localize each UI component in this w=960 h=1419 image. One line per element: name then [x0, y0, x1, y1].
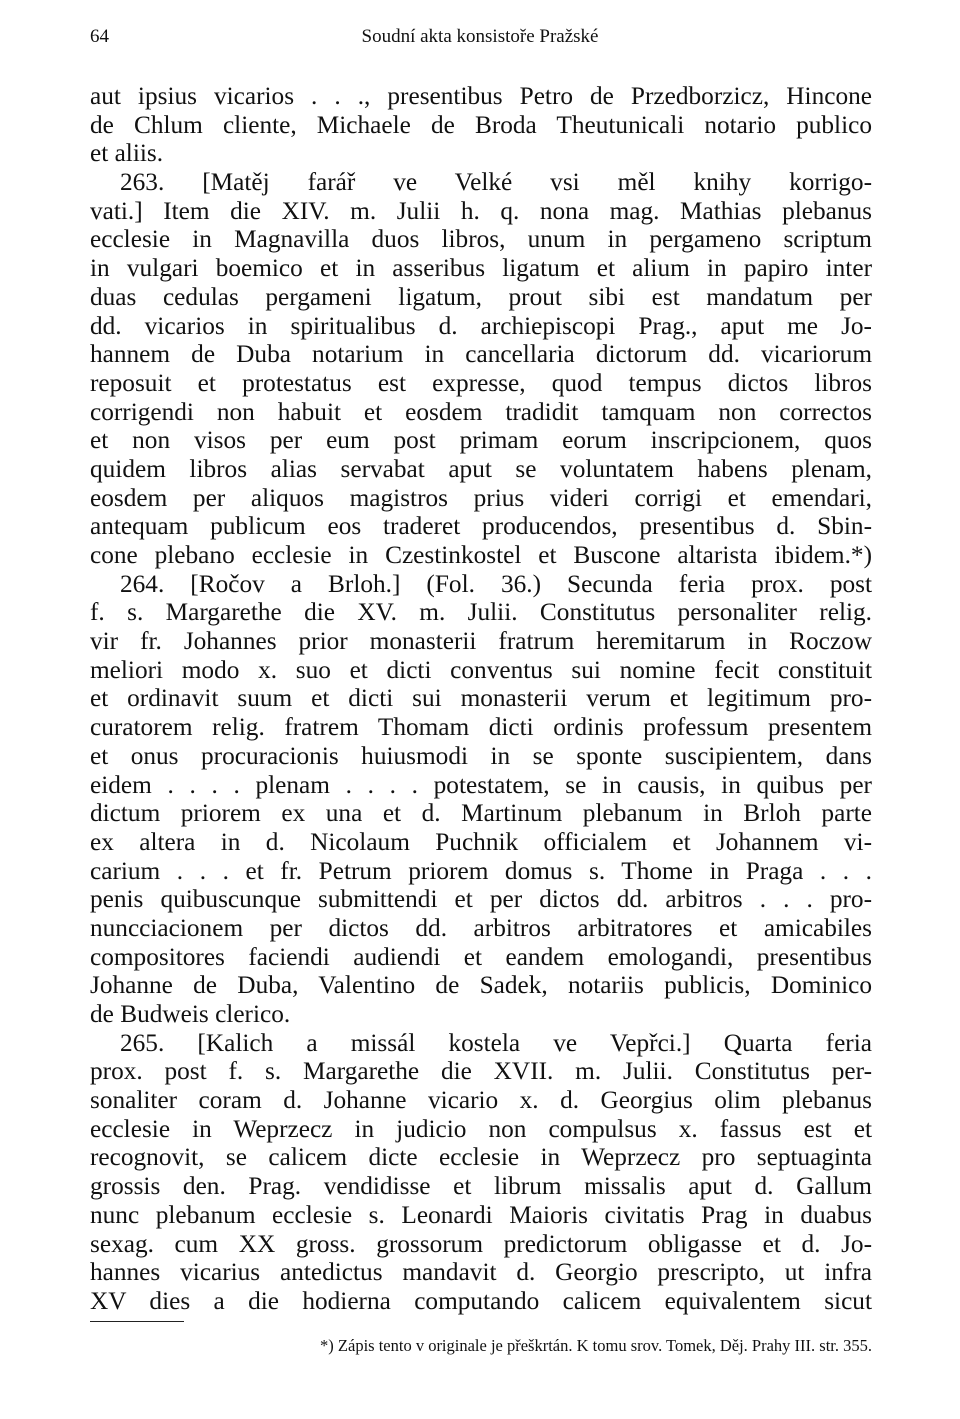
text-line: dd. vicarios in spiritualibus d. archiepiscopi Prag., aput me Jo-: [90, 311, 872, 340]
text-line: curatorem relig. fratrem Thomam dicti ordinis professum presentem: [90, 713, 872, 742]
text-line: vir fr. Johannes prior monasterii fratrum heremitarum in Roczow: [90, 627, 872, 656]
text-line: sexag. cum XX gross. grossorum predictorum obligasse et d. Jo-: [90, 1229, 872, 1258]
text-line: ex altera in d. Nicolaum Puchnik officialem et Johannem vi-: [90, 827, 872, 856]
body-text: [90, 82, 872, 1316]
text-line: 265. [Kalich a missál kostela ve Vepřci.] Quarta feria: [120, 1028, 872, 1057]
text-line: hannem de Duba notarium in cancellaria dictorum dd. vicariorum: [90, 340, 872, 369]
text-line: carium . . . et fr. Petrum priorem domus s. Thome in Praga . . .: [90, 856, 872, 885]
text-line: XV dies a die hodierna computando calicem equivalentem sicut: [90, 1286, 872, 1315]
text-line: penis quibuscunque submittendi et per dictos dd. arbitros . . . pro-: [90, 885, 872, 914]
text-line: meliori modo x. suo et dicti conventus sui nomine fecit constituit: [90, 655, 872, 684]
text-line: quidem libros alias servabat aput se voluntatem habens plenam,: [90, 454, 872, 483]
text-line: ecclesie in Weprzecz in judicio non compulsus x. fassus est et: [90, 1114, 872, 1143]
text-line: dictum priorem ex una et d. Martinum plebanum in Brloh parte: [90, 799, 872, 828]
text-line: 263. [Matěj farář ve Velké vsi měl knihy korrigo-: [120, 168, 872, 197]
text-line: nunc plebanum ecclesie s. Leonardi Maioris civitatis Prag in duabus: [90, 1200, 872, 1229]
text-line: et onus procuracionis huiusmodi in se sponte suscipientem, dans: [90, 741, 872, 770]
text-line: antequam publicum eos traderet producendos, presentibus d. Sbin-: [90, 512, 872, 541]
text-line: ecclesie in Magnavilla duos libros, unum in pergameno scriptum: [90, 225, 872, 254]
text-line: duas cedulas pergameni ligatum, prout sibi est mandatum per: [90, 282, 872, 311]
footnote: *) Zápis tento v originale je přeškrtán. K tomu srov. Tomek, Děj. Prahy III. str. 355.: [320, 1336, 872, 1355]
text-line: compositores faciendi audiendi et eandem emologandi, presentibus: [90, 942, 872, 971]
text-line: prox. post f. s. Margarethe die XVII. m. Julii. Constitutus per-: [90, 1057, 872, 1086]
text-line: de Budweis clerico.: [90, 1000, 291, 1028]
text-line: 264. [Ročov a Brloh.] (Fol. 36.) Secunda feria prox. post: [120, 569, 872, 598]
text-line: in vulgari boemico et in asseribus ligatum et alium in papiro inter: [90, 254, 872, 283]
page-number: 64: [90, 26, 109, 47]
text-line: eidem . . . . plenam . . . . potestatem, se in causis, in quibus per: [90, 770, 872, 799]
text-line: grossis den. Prag. vendidisse et librum missalis aput d. Gallum: [90, 1172, 872, 1201]
text-line: reposuit et protestatus est expresse, quod tempus dictos libros: [90, 368, 872, 397]
text-line: f. s. Margarethe die XV. m. Julii. Constitutus personaliter relig.: [90, 598, 872, 627]
text-line: et non visos per eum post primam eorum inscripcionem, quos: [90, 426, 872, 455]
text-line: et ordinavit suum et dicti sui monasterii verum et legitimum pro-: [90, 684, 872, 713]
text-line: hannes vicarius antedictus mandavit d. Georgio prescripto, ut infra: [90, 1258, 872, 1287]
running-title: Soudní akta konsistoře Pražské: [361, 26, 599, 47]
text-line: corrigendi non habuit et eosdem tradidit tamquam non correctos: [90, 397, 872, 426]
text-line: recognovit, se calicem dicte ecclesie in Weprzecz pro septuaginta: [90, 1143, 872, 1172]
text-line: Johanne de Duba, Valentino de Sadek, notariis publicis, Dominico: [90, 971, 872, 1000]
text-line: vati.] Item die XIV. m. Julii h. q. nona mag. Mathias plebanus: [90, 196, 872, 225]
text-line: de Chlum cliente, Michaele de Broda Theutunicali notario publico: [90, 110, 872, 139]
page-header: [90, 26, 870, 56]
text-line: et aliis.: [90, 139, 164, 168]
footnote-divider: [90, 1321, 184, 1322]
text-line: cone plebano ecclesie in Czestinkostel et Buscone altarista ibidem.*): [90, 541, 872, 569]
text-line: nuncciacionem per dictos dd. arbitros arbitratores et amicabiles: [90, 913, 872, 942]
text-line: eosdem per aliquos magistros prius videri corrigi et emendari,: [90, 483, 872, 512]
text-line: aut ipsius vicarios . . ., presentibus Petro de Przedborzicz, Hincone: [90, 82, 872, 110]
text-line: sonaliter coram d. Johanne vicario x. d. Georgius olim plebanus: [90, 1086, 872, 1115]
